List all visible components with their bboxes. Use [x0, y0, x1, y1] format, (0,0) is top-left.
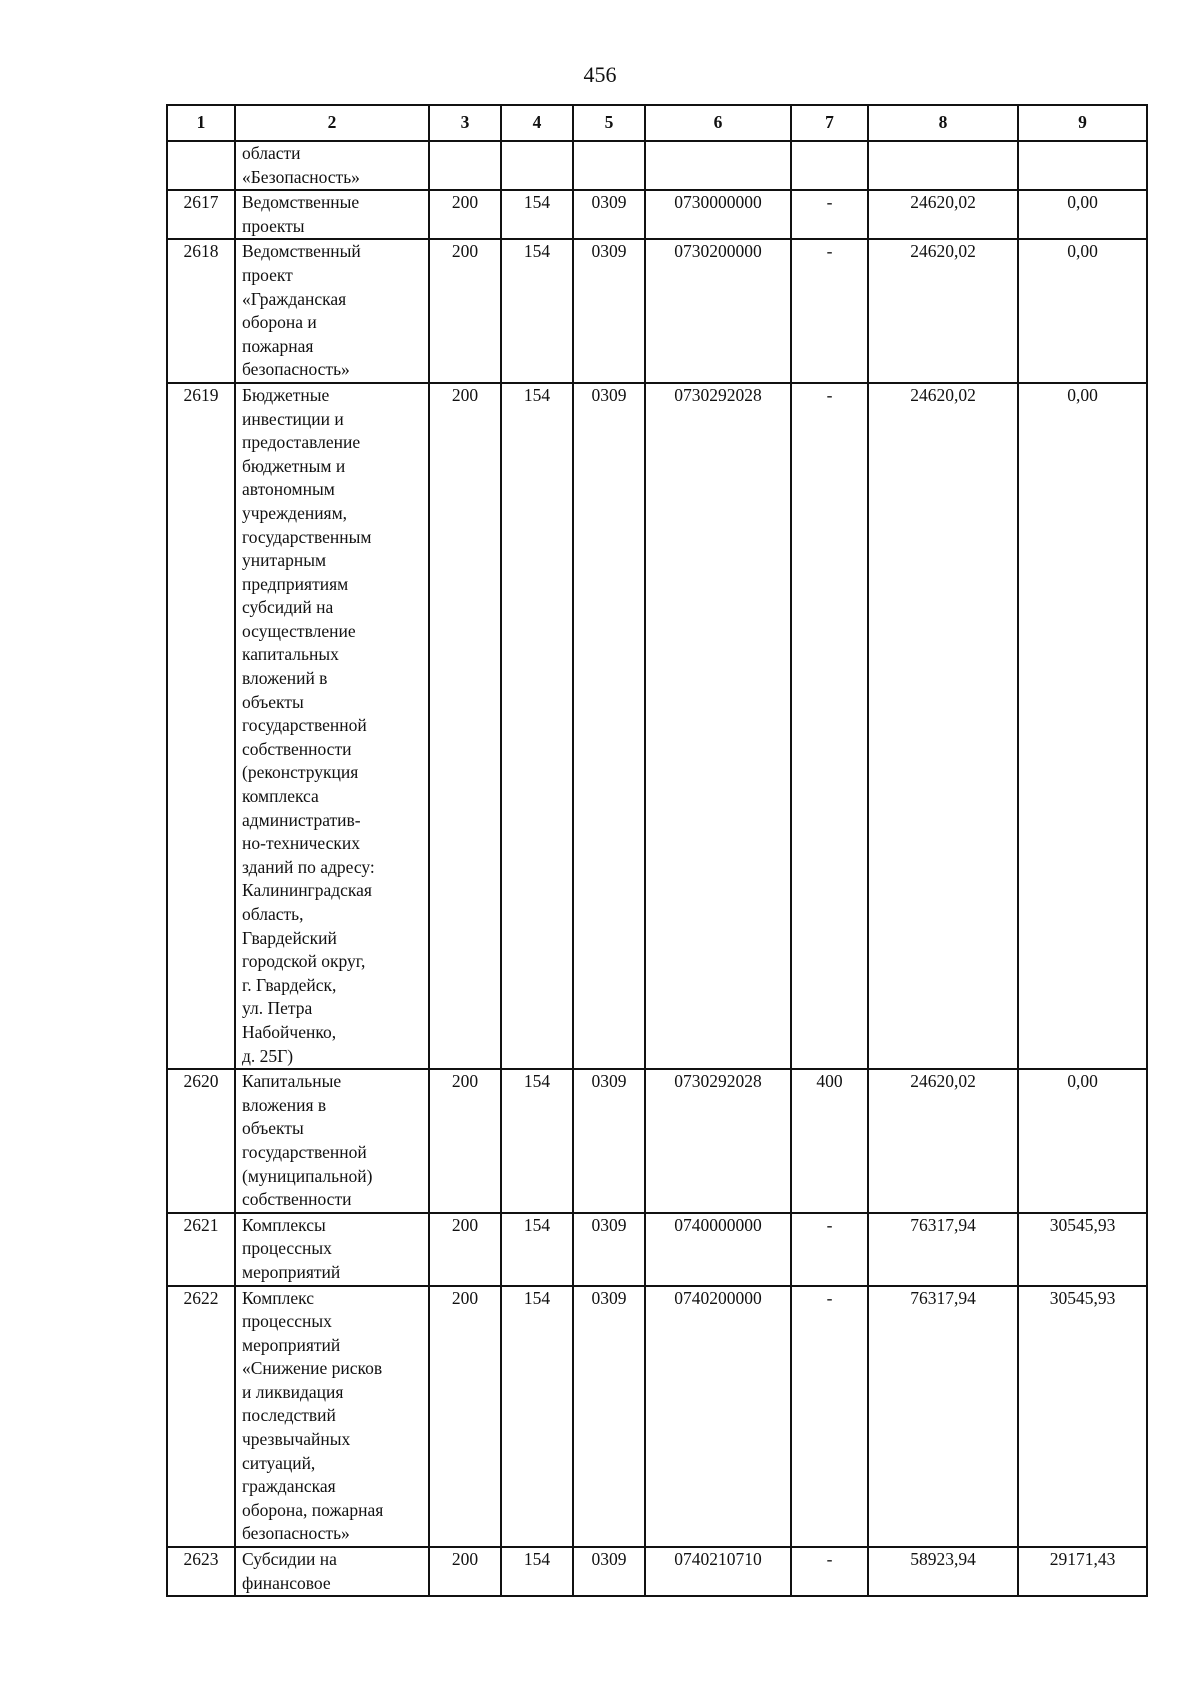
row-code-4 — [501, 141, 573, 190]
row-code-6: 0730292028 — [645, 383, 791, 1069]
row-code-7: - — [791, 1547, 868, 1596]
row-amount-9 — [1018, 141, 1147, 190]
table-row — [167, 239, 1147, 383]
row-code-4: 154 — [501, 1286, 573, 1548]
row-code-3: 200 — [429, 1069, 501, 1213]
row-number: 2620 — [167, 1069, 235, 1213]
row-description: Капитальные вложения в объекты государственной (муниципальной) собственности — [235, 1069, 429, 1213]
row-code-5: 0309 — [573, 1547, 645, 1596]
row-code-3: 200 — [429, 1286, 501, 1548]
row-number: 2621 — [167, 1213, 235, 1286]
table-row — [167, 383, 1147, 1069]
row-code-6: 0740000000 — [645, 1213, 791, 1286]
table-row — [167, 1547, 1147, 1596]
column-header-7: 7 — [791, 105, 868, 141]
row-amount-9: 30545,93 — [1018, 1213, 1147, 1286]
row-code-4: 154 — [501, 1547, 573, 1596]
page-number: 456 — [583, 62, 617, 87]
table-row — [167, 190, 1147, 239]
row-code-5: 0309 — [573, 1069, 645, 1213]
row-amount-9: 0,00 — [1018, 1069, 1147, 1213]
row-code-7: 400 — [791, 1069, 868, 1213]
row-description: Субсидии на финансовое — [235, 1547, 429, 1596]
row-amount-9: 0,00 — [1018, 239, 1147, 383]
row-code-4: 154 — [501, 383, 573, 1069]
row-amount-9: 0,00 — [1018, 190, 1147, 239]
table-row — [167, 1286, 1147, 1548]
row-code-3: 200 — [429, 383, 501, 1069]
row-code-6 — [645, 141, 791, 190]
column-header-8: 8 — [868, 105, 1018, 141]
row-number: 2619 — [167, 383, 235, 1069]
row-code-3: 200 — [429, 190, 501, 239]
row-description: Комплексы процессных мероприятий — [235, 1213, 429, 1286]
row-amount-9: 29171,43 — [1018, 1547, 1147, 1596]
table-row — [167, 1213, 1147, 1286]
row-code-7 — [791, 141, 868, 190]
row-amount-9: 30545,93 — [1018, 1286, 1147, 1548]
row-code-6: 0730000000 — [645, 190, 791, 239]
row-description: Ведомственный проект «Гражданская оборона и пожарная безопасность» — [235, 239, 429, 383]
row-amount-9: 0,00 — [1018, 383, 1147, 1069]
row-code-5: 0309 — [573, 190, 645, 239]
row-code-6: 0740200000 — [645, 1286, 791, 1548]
row-amount-8: 76317,94 — [868, 1286, 1018, 1548]
column-header-6: 6 — [645, 105, 791, 141]
row-code-7: - — [791, 239, 868, 383]
column-header-1: 1 — [167, 105, 235, 141]
row-amount-8: 24620,02 — [868, 383, 1018, 1069]
row-code-4: 154 — [501, 1213, 573, 1286]
table-row — [167, 1069, 1147, 1213]
row-number: 2622 — [167, 1286, 235, 1548]
row-amount-8: 76317,94 — [868, 1213, 1018, 1286]
row-code-6: 0740210710 — [645, 1547, 791, 1596]
column-header-4: 4 — [501, 105, 573, 141]
column-header-3: 3 — [429, 105, 501, 141]
row-amount-8: 24620,02 — [868, 190, 1018, 239]
row-number: 2617 — [167, 190, 235, 239]
row-code-4: 154 — [501, 190, 573, 239]
row-description: области «Безопасность» — [235, 141, 429, 190]
row-code-7: - — [791, 383, 868, 1069]
row-code-3: 200 — [429, 239, 501, 383]
row-code-5: 0309 — [573, 383, 645, 1069]
column-header-5: 5 — [573, 105, 645, 141]
row-code-6: 0730292028 — [645, 1069, 791, 1213]
row-code-4: 154 — [501, 239, 573, 383]
row-code-5 — [573, 141, 645, 190]
row-amount-8: 24620,02 — [868, 239, 1018, 383]
row-code-3: 200 — [429, 1213, 501, 1286]
column-header-2: 2 — [235, 105, 429, 141]
row-code-5: 0309 — [573, 239, 645, 383]
row-amount-8: 58923,94 — [868, 1547, 1018, 1596]
row-description: Бюджетные инвестиции и предоставление бюджетным и автономным учреждениям, государственным унитарным предприятиям субсидий на осуществление капитальных вложений в объекты государственной собственности (реконструкция комплекса административ- но-технических зданий по адресу: Калининградская область, Гвардейский городской округ, г. Гвардейск, ул. Петра Набойченко, д. 25Г) — [235, 383, 429, 1069]
row-code-3: 200 — [429, 1547, 501, 1596]
row-code-7: - — [791, 190, 868, 239]
table-row — [167, 141, 1147, 190]
row-code-3 — [429, 141, 501, 190]
row-amount-8: 24620,02 — [868, 1069, 1018, 1213]
row-code-5: 0309 — [573, 1286, 645, 1548]
row-code-6: 0730200000 — [645, 239, 791, 383]
budget-table — [166, 104, 1148, 1597]
row-number: 2623 — [167, 1547, 235, 1596]
header-row — [167, 105, 1147, 141]
row-code-5: 0309 — [573, 1213, 645, 1286]
column-header-9: 9 — [1018, 105, 1147, 141]
row-code-7: - — [791, 1286, 868, 1548]
row-number — [167, 141, 235, 190]
row-amount-8 — [868, 141, 1018, 190]
row-code-7: - — [791, 1213, 868, 1286]
row-description: Ведомственные проекты — [235, 190, 429, 239]
row-number: 2618 — [167, 239, 235, 383]
row-code-4: 154 — [501, 1069, 573, 1213]
row-description: Комплекс процессных мероприятий «Снижение рисков и ликвидация последствий чрезвычайных ситуаций, гражданская оборона, пожарная безопасность» — [235, 1286, 429, 1548]
